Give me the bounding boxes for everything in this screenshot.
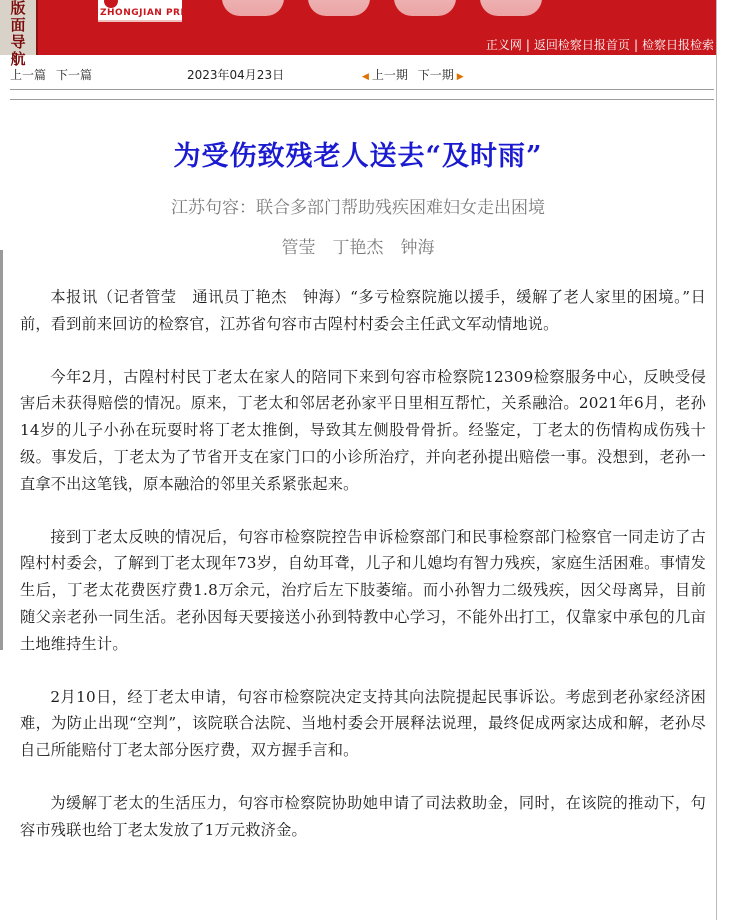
scroll-edge	[0, 250, 3, 650]
link-search[interactable]: 检察日报检索	[641, 38, 714, 52]
prev-article-link[interactable]: 上一篇	[10, 68, 47, 82]
article-headline: 为受伤致残老人送去“及时雨”	[173, 141, 543, 172]
layout-nav-text: 版面导航	[10, 0, 26, 68]
paragraph: 今年2月，古隍村村民丁老太在家人的陪同下来到句容市检察院12309检察服务中心，反映受侵害后未获得赔偿的情况。原来，丁老太和邻居老孙家平日里相互帮忙，关系融洽。2021年6月，老孙14岁的儿子小孙在玩耍时将丁老太推倒，导致其左侧股骨骨折。经鉴定，丁老太的伤情构成伤残十级。事发后，丁老太为了节省开支在家门口的小诊所治疗，并向老孙提出赔偿一事。没想到，老孙一直拿不出这笔钱，原本融洽的邻里关系紧张起来。	[20, 367, 706, 493]
page-right-border	[716, 0, 717, 920]
article-navbar	[0, 55, 716, 89]
prev-issue-link[interactable]: 上一期	[371, 68, 408, 82]
next-article-link[interactable]: 下一篇	[56, 68, 93, 82]
article-authors: 管莹 丁艳杰 钟海	[281, 238, 435, 258]
layout-nav-label[interactable]	[0, 0, 38, 68]
nav-divider	[10, 89, 714, 90]
article-subtitle: 江苏句容：联合多部门帮助残疾困难妇女走出困境	[171, 198, 545, 218]
content-divider	[10, 99, 714, 100]
header-links: 正义网 | 返回检察日报首页 | 检察日报检索	[485, 38, 714, 52]
article-body	[20, 284, 706, 870]
paragraph: 本报讯（记者管莹 通讯员丁艳杰 钟海）“多亏检察院施以援手，缓解了老人家里的困境。”日前，看到前来回访的检察官，江苏省句容市古隍村村委会主任武文军动情地说。	[20, 288, 706, 333]
triangle-right-icon: ▶	[456, 72, 464, 82]
paragraph: 接到丁老太反映的情况后，句容市检察院控告申诉检察部门和民事检察部门检察官一同走访了古隍村村委会，了解到丁老太现年73岁，自幼耳聋，儿子和儿媳均有智力残疾，家庭生活困难。事情发生后，丁老太花费医疗费1.8万余元，治疗后左下肢萎缩。而小孙智力二级残疾，因父母离异，目前随父亲老孙一同生活。老孙因每天要接送小孙到特教中心学习，不能外出打工，仅靠家中承包的几亩土地维持生计。	[20, 527, 706, 653]
next-issue-link[interactable]: 下一期	[417, 68, 454, 82]
link-home[interactable]: 返回检察日报首页	[533, 38, 630, 52]
paragraph: 2月10日，经丁老太申请，句容市检察院决定支持其向法院提起民事诉讼。考虑到老孙家经济困难，为防止出现“空判”，该院联合法院、当地村委会开展释法说理，最终促成两家达成和解，老孙尽自己所能赔付丁老太部分医疗费，双方握手言和。	[20, 687, 706, 760]
issue-date: 2023年04月23日	[187, 68, 285, 82]
triangle-left-icon: ◀	[362, 72, 369, 82]
masthead-calligraphy	[222, 0, 552, 22]
masthead-banner	[0, 0, 716, 68]
paragraph: 为缓解丁老太的生活压力，句容市检察院协助她申请了司法救助金，同时，在该院的推动下，句容市残联也给丁老太发放了1万元救济金。	[20, 793, 706, 839]
link-zhengyi[interactable]: 正义网	[485, 38, 522, 52]
press-name: ZHONGJIAN PRESS	[100, 8, 201, 18]
